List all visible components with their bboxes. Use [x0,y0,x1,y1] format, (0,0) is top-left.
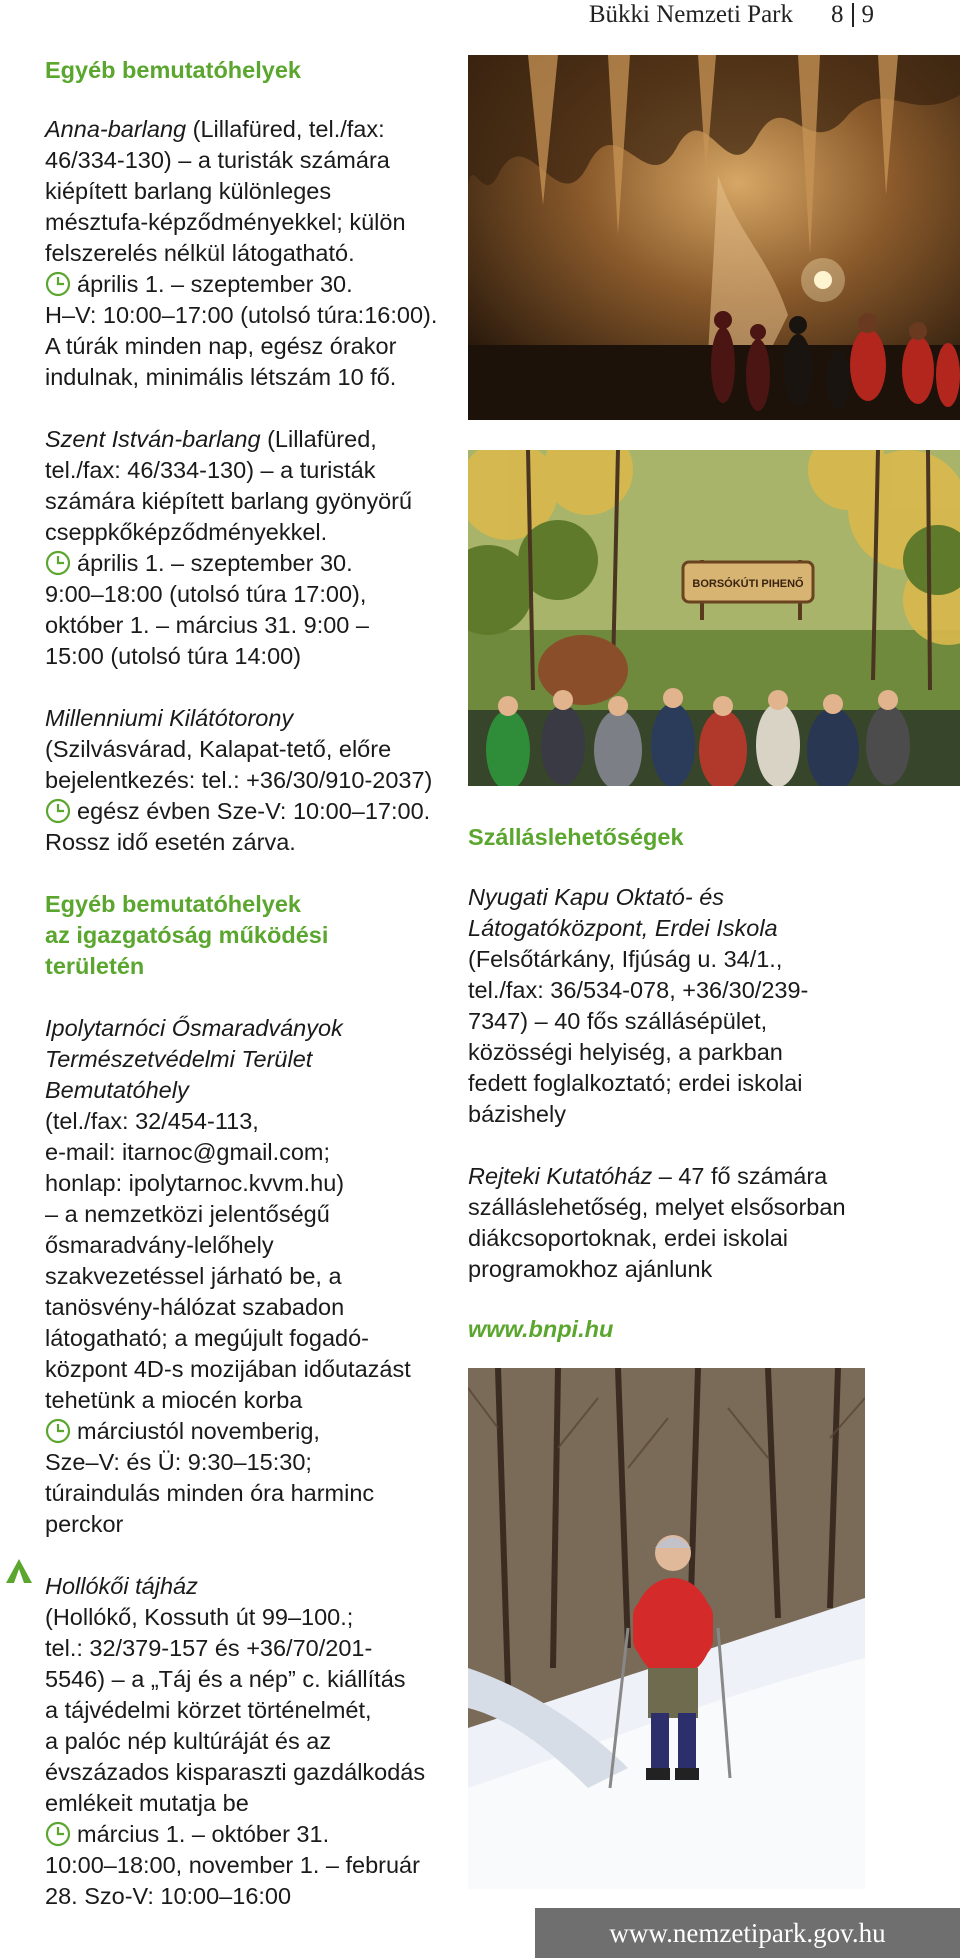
entry-name: Anna-barlang [45,116,187,142]
entry-millenniumi-kilatotorony [45,703,445,858]
page-number-divider [852,3,854,27]
entry-line: felszerelés nélkül látogatható. [45,240,355,266]
opening-hours: H–V: 10:00–17:00 (utolsó túra:16:00). [45,302,438,328]
entry-line: tanösvény-hálózat szabadon [45,1294,345,1320]
opening-dates: március 1. – október 31. [77,1821,330,1847]
footer-url[interactable]: www.nemzetipark.gov.hu [609,1917,886,1948]
clock-icon [45,550,71,576]
park-name: Bükki Nemzeti Park [588,1,793,28]
entry-line: ősmaradvány-lelőhely [45,1232,274,1258]
entry-ipolytarnoc: Ipolytarnóci Ősmaradványok Természetvédelmi Terület Bemutatóhely (tel./fax: 32/454-113, e-mail: itarnoc@gmail.com; honlap: ipolytarnoc.kvvm.hu) – a nemzetközi jelentőségű ősmaradvány-lelőhely szakvezetéssel járható be, a tanösvény-hálózat szabadon látogatható; a megújult fogadó- központ 4D-s mozijában időutazást tehetünk a miocén korba márciustól novemberig, Sze–V: és Ü: 9:30–15:30; túraindulás minden óra harminc perckor [45,1013,445,1540]
opening-dates: április 1. – szeptember 30. [77,271,353,297]
opening-dates: márciustól novemberig, [77,1418,320,1444]
clock-icon [45,798,71,824]
entry-line: diákcsoportoknak, erdei iskolai [468,1225,789,1251]
cave-photo [468,55,960,420]
entry-line: szakvezetéssel járható be, a [45,1263,342,1289]
email-text: e-mail: itarnoc@gmail.com; [45,1139,331,1165]
page-number-left: 8 [831,1,844,28]
opening-hours: Sze–V: és Ü: 9:30–15:30; [45,1449,312,1475]
entry-anna-barlang: Anna-barlang (Lillafüred, tel./fax: 46/334-130) – a turisták számára kiépített barlang különleges mésztufa-képződményekkel; külön felszerelés nélkül látogatható. április 1. – szeptember 30. H–V: 10:00–17:00 (utolsó túra:16:00). A túrák minden nap, egész órakor indulnak, minimális létszám 10 fő. [45,114,445,393]
section-heading-other-sites: Egyéb bemutatóhelyek [45,57,301,83]
entry-name: Rejteki Kutatóház [468,1163,653,1189]
entry-name: Hollókői tájház [45,1573,198,1599]
entry-line: október 1. – március 31. 9:00 – [45,612,369,638]
entry-line: a palóc nép kultúráját és az [45,1728,332,1754]
right-column [468,822,960,1343]
entry-line: tehetünk a miocén korba [45,1387,303,1413]
section-heading-accommodation: Szálláslehetőségek [468,824,684,850]
entry-line: központ 4D-s mozijában időutazást [45,1356,411,1382]
entry-line: a tájvédelmi körzet történelmét, [45,1697,372,1723]
entry-name: Millenniumi Kilátótorony [45,705,294,731]
page-number-right: 9 [861,1,874,28]
entry-line: közösségi helyiség, a parkban [468,1039,783,1065]
entry-rejteki-kutatohaz: Rejteki Kutatóház – 47 fő számára szálláslehetőség, melyet elsősorban diákcsoportoknak, erdei iskolai programokhoz ajánlunk [468,1161,960,1285]
website-text: honlap: ipolytarnoc.kvvm.hu) [45,1170,345,1196]
opening-hours: 9:00–18:00 (utolsó túra 17:00), [45,581,367,607]
entry-line: évszázados kisparaszti gazdálkodás [45,1759,426,1785]
website-link[interactable]: www.bnpi.hu [468,1316,614,1342]
entry-line: emlékeit mutatja be [45,1790,249,1816]
opening-hours: egész évben Sze-V: 10:00–17:00. [77,798,431,824]
entry-line: – a nemzetközi jelentőségű [45,1201,330,1227]
page-header [589,0,880,30]
entry-line: túraindulás minden óra harminc [45,1480,375,1506]
entry-line: mésztufa-képződményekkel; külön [45,209,406,235]
entry-line: 7347) – 40 fős szállásépület, [468,1008,768,1034]
entry-line: A túrák minden nap, egész órakor [45,333,397,359]
entry-line: szálláslehetőség, melyet elsősorban [468,1194,846,1220]
hiking-group-photo [468,450,960,786]
entry-line: 46/334-130) – a turisták számára [45,147,390,173]
entry-line: tel.: 32/379-157 és +36/70/201- [45,1635,373,1661]
entry-name: Ipolytarnóci Ősmaradványok [45,1015,343,1041]
footer-url-bar [535,1908,960,1958]
clock-icon [45,271,71,297]
entry-name: Nyugati Kapu Oktató- és [468,884,725,910]
entry-line: indulnak, minimális létszám 10 fő. [45,364,397,390]
entry-line: tel./fax: 36/534-078, +36/30/239- [468,977,809,1003]
entry-line: kiépített barlang különleges [45,178,332,204]
entry-line: tel./fax: 46/334-130) – a turisták [45,457,376,483]
tent-icon [4,1557,34,1585]
opening-hours: 28. Szo-V: 10:00–16:00 [45,1883,292,1909]
entry-name: Szent István-barlang [45,426,261,452]
entry-line: (tel./fax: 32/454-113, [45,1108,259,1134]
entry-line: cseppkőképződményekkel. [45,519,328,545]
entry-line: bejelentkezés: tel.: +36/30/910-2037) [45,767,433,793]
clock-icon [45,1418,71,1444]
entry-nyugati-kapu: Nyugati Kapu Oktató- és Látogatóközpont, Erdei Iskola (Felsőtárkány, Ifjúság u. 34/1., tel./fax: 36/534-078, +36/30/239- 7347) – 40 fős szállásépület, közösségi helyiség, a parkban fedett foglalkoztató; erdei iskolai bázishely [468,882,960,1130]
opening-hours: 10:00–18:00, november 1. – február [45,1852,420,1878]
clock-icon [45,1821,71,1847]
entry-hollokoi-tajhaz [45,1571,445,1912]
entry-line: bázishely [468,1101,566,1127]
entry-szent-istvan-barlang: Szent István-barlang (Lillafüred, tel./fax: 46/334-130) – a turisták számára kiépített barlang gyönyörű cseppkőképződményekkel. április 1. – szeptember 30. 9:00–18:00 (utolsó túra 17:00), október 1. – március 31. 9:00 – 15:00 (utolsó túra 14:00) [45,424,445,672]
left-column [45,55,445,1912]
entry-line: programokhoz ajánlunk [468,1256,713,1282]
entry-line: perckor [45,1511,124,1537]
entry-line: látogatható; a megújult fogadó- [45,1325,370,1351]
winter-hiker-photo [468,1368,865,1889]
entry-line: számára kiépített barlang gyönyörű [45,488,413,514]
opening-dates: április 1. – szeptember 30. [77,550,353,576]
entry-line: 15:00 (utolsó túra 14:00) [45,643,302,669]
entry-line: Rossz idő esetén zárva. [45,829,296,855]
entry-line: 5546) – a „Táj és a nép” c. kiállítás [45,1666,406,1692]
entry-line: (Felsőtárkány, Ifjúság u. 34/1., [468,946,783,972]
section-heading-directorate-sites: Egyéb bemutatóhelyek az igazgatóság működési területén [45,891,329,979]
entry-line: fedett foglalkoztató; erdei iskolai [468,1070,803,1096]
sign-text: BORSÓKÚTI PIHENŐ [692,578,804,590]
entry-line: (Hollókő, Kossuth út 99–100.; [45,1604,354,1630]
entry-line: (Szilvásvárad, Kalapat-tető, előre [45,736,392,762]
